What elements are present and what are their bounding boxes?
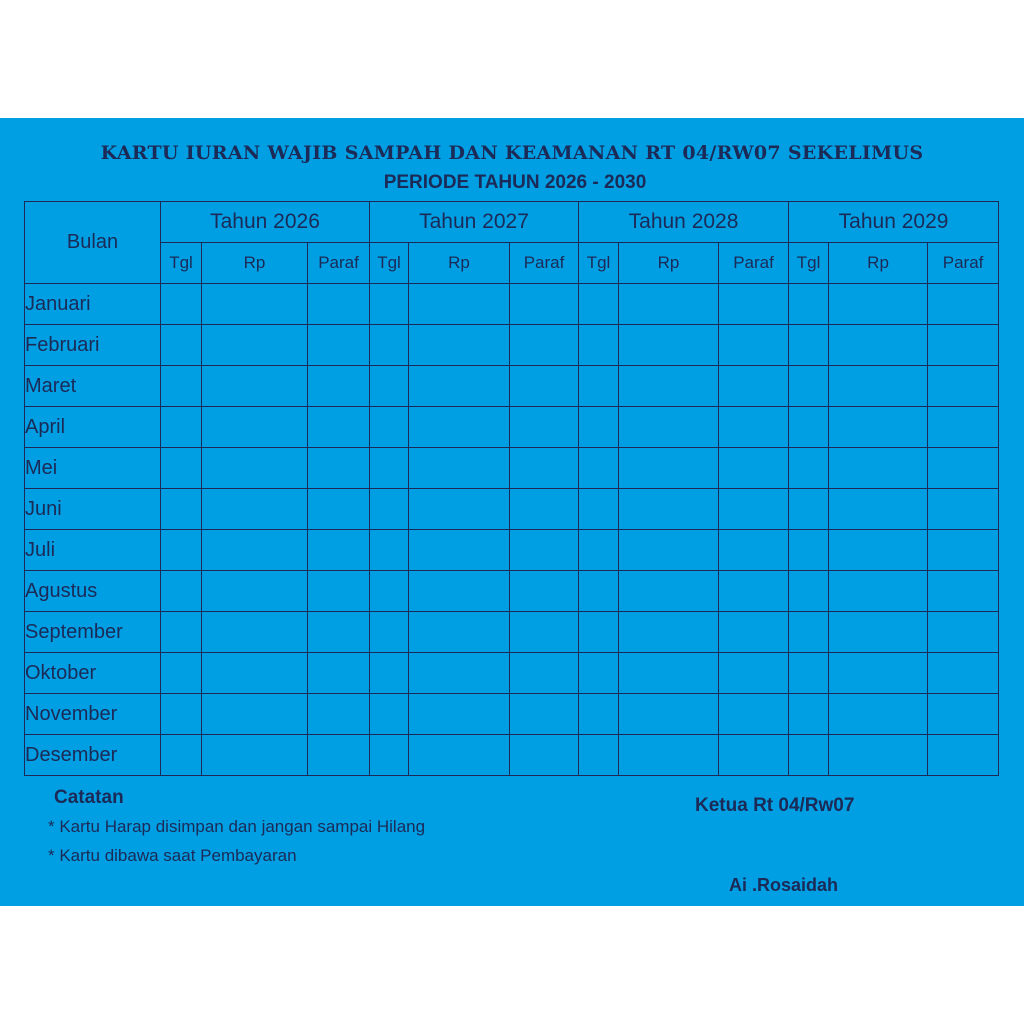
entry-cell: [619, 284, 719, 325]
entry-cell: [719, 407, 789, 448]
entry-cell: [161, 366, 202, 407]
entry-cell: [370, 612, 409, 653]
year-header: Tahun 2029: [789, 202, 999, 243]
entry-cell: [409, 407, 510, 448]
table-row: [25, 407, 999, 448]
entry-cell: [370, 735, 409, 776]
year-header: Tahun 2027: [370, 202, 579, 243]
entry-cell: [719, 489, 789, 530]
entry-cell: [829, 653, 928, 694]
entry-cell: [619, 325, 719, 366]
table-row: [25, 530, 999, 571]
entry-cell: [829, 530, 928, 571]
entry-cell: [579, 612, 619, 653]
entry-cell: [579, 489, 619, 530]
entry-cell: [409, 366, 510, 407]
entry-cell: [308, 612, 370, 653]
entry-cell: [510, 571, 579, 612]
entry-cell: [308, 407, 370, 448]
card-title: KARTU IURAN WAJIB SAMPAH DAN KEAMANAN RT 04/RW07 SEKELIMUS: [100, 142, 924, 164]
entry-cell: [789, 284, 829, 325]
month-label: September: [25, 612, 161, 653]
entry-cell: [409, 489, 510, 530]
month-label: Maret: [25, 366, 161, 407]
entry-cell: [579, 325, 619, 366]
entry-cell: [619, 407, 719, 448]
entry-cell: [161, 653, 202, 694]
entry-cell: [510, 612, 579, 653]
entry-cell: [719, 612, 789, 653]
month-label: Juli: [25, 530, 161, 571]
entry-cell: [719, 571, 789, 612]
subcolumn-header-row: [25, 243, 999, 284]
entry-cell: [579, 735, 619, 776]
entry-cell: [619, 694, 719, 735]
month-label: Agustus: [25, 571, 161, 612]
entry-cell: [202, 694, 308, 735]
entry-cell: [789, 735, 829, 776]
month-label: Oktober: [25, 653, 161, 694]
entry-cell: [719, 694, 789, 735]
entry-cell: [409, 448, 510, 489]
entry-cell: [789, 325, 829, 366]
entry-cell: [510, 653, 579, 694]
month-label: Mei: [25, 448, 161, 489]
entry-cell: [579, 653, 619, 694]
entry-cell: [829, 366, 928, 407]
paraf-header: Paraf: [510, 243, 579, 284]
table-row: [25, 612, 999, 653]
entry-cell: [928, 366, 999, 407]
entry-cell: [308, 448, 370, 489]
entry-cell: [308, 366, 370, 407]
month-label: April: [25, 407, 161, 448]
rp-header: Rp: [829, 243, 928, 284]
entry-cell: [619, 571, 719, 612]
year-header: Tahun 2028: [579, 202, 789, 243]
entry-cell: [370, 530, 409, 571]
entry-cell: [308, 325, 370, 366]
entry-cell: [789, 530, 829, 571]
entry-cell: [928, 448, 999, 489]
entry-cell: [579, 366, 619, 407]
entry-cell: [829, 694, 928, 735]
entry-cell: [409, 325, 510, 366]
entry-cell: [619, 653, 719, 694]
month-label: Desember: [25, 735, 161, 776]
note-item: * Kartu dibawa saat Pembayaran: [48, 846, 297, 865]
entry-cell: [928, 530, 999, 571]
entry-cell: [370, 694, 409, 735]
entry-cell: [409, 530, 510, 571]
entry-cell: [161, 325, 202, 366]
entry-cell: [829, 612, 928, 653]
note-item: * Kartu Harap disimpan dan jangan sampai Hilang: [48, 817, 426, 836]
entry-cell: [370, 489, 409, 530]
table-row: [25, 571, 999, 612]
entry-cell: [308, 653, 370, 694]
entry-cell: [829, 489, 928, 530]
year-header: Tahun 2026: [161, 202, 370, 243]
entry-cell: [202, 735, 308, 776]
entry-cell: [202, 489, 308, 530]
entry-cell: [161, 735, 202, 776]
entry-cell: [370, 653, 409, 694]
entry-cell: [829, 407, 928, 448]
entry-cell: [928, 694, 999, 735]
table-row: [25, 448, 999, 489]
entry-cell: [161, 489, 202, 530]
card-subtitle: PERIODE TAHUN 2026 - 2030: [383, 172, 647, 193]
notes-title: Catatan: [54, 787, 124, 808]
entry-cell: [510, 489, 579, 530]
entry-cell: [719, 325, 789, 366]
entry-cell: [510, 694, 579, 735]
rp-header: Rp: [202, 243, 308, 284]
entry-cell: [161, 612, 202, 653]
entry-cell: [370, 366, 409, 407]
entry-cell: [308, 284, 370, 325]
entry-cell: [789, 612, 829, 653]
entry-cell: [409, 694, 510, 735]
entry-cell: [202, 530, 308, 571]
entry-cell: [619, 735, 719, 776]
entry-cell: [202, 448, 308, 489]
entry-cell: [928, 571, 999, 612]
entry-cell: [510, 448, 579, 489]
entry-cell: [579, 694, 619, 735]
entry-cell: [928, 284, 999, 325]
entry-cell: [579, 530, 619, 571]
entry-cell: [161, 284, 202, 325]
entry-cell: [161, 530, 202, 571]
entry-cell: [370, 571, 409, 612]
entry-cell: [409, 653, 510, 694]
entry-cell: [308, 571, 370, 612]
entry-cell: [308, 735, 370, 776]
entry-cell: [789, 407, 829, 448]
tgl-header: Tgl: [161, 243, 202, 284]
entry-cell: [370, 325, 409, 366]
month-label: Februari: [25, 325, 161, 366]
entry-cell: [928, 325, 999, 366]
entry-cell: [928, 489, 999, 530]
entry-cell: [510, 407, 579, 448]
entry-cell: [829, 448, 928, 489]
entry-cell: [202, 325, 308, 366]
entry-cell: [829, 325, 928, 366]
entry-cell: [510, 530, 579, 571]
entry-cell: [510, 284, 579, 325]
entry-cell: [409, 612, 510, 653]
entry-cell: [928, 735, 999, 776]
payment-card: [0, 118, 1024, 906]
entry-cell: [370, 407, 409, 448]
signature-name: Ai .Rosaidah: [729, 875, 839, 895]
entry-cell: [202, 653, 308, 694]
signature-title: Ketua Rt 04/Rw07: [695, 795, 855, 816]
entry-cell: [619, 489, 719, 530]
entry-cell: [789, 653, 829, 694]
entry-cell: [928, 653, 999, 694]
entry-cell: [510, 366, 579, 407]
rp-header: Rp: [619, 243, 719, 284]
entry-cell: [719, 448, 789, 489]
entry-cell: [619, 612, 719, 653]
tgl-header: Tgl: [789, 243, 829, 284]
month-label: Juni: [25, 489, 161, 530]
entry-cell: [829, 735, 928, 776]
entry-cell: [161, 571, 202, 612]
entry-cell: [409, 735, 510, 776]
entry-cell: [161, 407, 202, 448]
entry-cell: [510, 325, 579, 366]
year-header-row: [25, 202, 999, 243]
entry-cell: [161, 448, 202, 489]
payment-table: [24, 201, 999, 776]
entry-cell: [789, 489, 829, 530]
paraf-header: Paraf: [308, 243, 370, 284]
entry-cell: [202, 284, 308, 325]
entry-cell: [928, 612, 999, 653]
entry-cell: [308, 694, 370, 735]
entry-cell: [579, 284, 619, 325]
entry-cell: [719, 530, 789, 571]
entry-cell: [579, 407, 619, 448]
entry-cell: [579, 571, 619, 612]
month-label: Januari: [25, 284, 161, 325]
table-row: [25, 653, 999, 694]
month-label: November: [25, 694, 161, 735]
entry-cell: [202, 571, 308, 612]
bulan-header: Bulan: [25, 202, 161, 284]
entry-cell: [829, 284, 928, 325]
entry-cell: [579, 448, 619, 489]
entry-cell: [202, 612, 308, 653]
entry-cell: [202, 366, 308, 407]
entry-cell: [409, 571, 510, 612]
entry-cell: [789, 571, 829, 612]
entry-cell: [370, 448, 409, 489]
month-rows: [25, 284, 999, 776]
entry-cell: [370, 284, 409, 325]
entry-cell: [409, 284, 510, 325]
table-row: [25, 284, 999, 325]
entry-cell: [202, 407, 308, 448]
entry-cell: [829, 571, 928, 612]
tgl-header: Tgl: [579, 243, 619, 284]
entry-cell: [719, 735, 789, 776]
table-row: [25, 489, 999, 530]
entry-cell: [719, 653, 789, 694]
entry-cell: [928, 407, 999, 448]
entry-cell: [719, 284, 789, 325]
paraf-header: Paraf: [719, 243, 789, 284]
entry-cell: [789, 694, 829, 735]
table-row: [25, 366, 999, 407]
table-row: [25, 694, 999, 735]
entry-cell: [789, 366, 829, 407]
tgl-header: Tgl: [370, 243, 409, 284]
rp-header: Rp: [409, 243, 510, 284]
entry-cell: [308, 489, 370, 530]
entry-cell: [619, 448, 719, 489]
paraf-header: Paraf: [928, 243, 999, 284]
entry-cell: [161, 694, 202, 735]
entry-cell: [619, 530, 719, 571]
entry-cell: [619, 366, 719, 407]
entry-cell: [789, 448, 829, 489]
entry-cell: [510, 735, 579, 776]
table-row: [25, 325, 999, 366]
entry-cell: [308, 530, 370, 571]
table-row: [25, 735, 999, 776]
entry-cell: [719, 366, 789, 407]
